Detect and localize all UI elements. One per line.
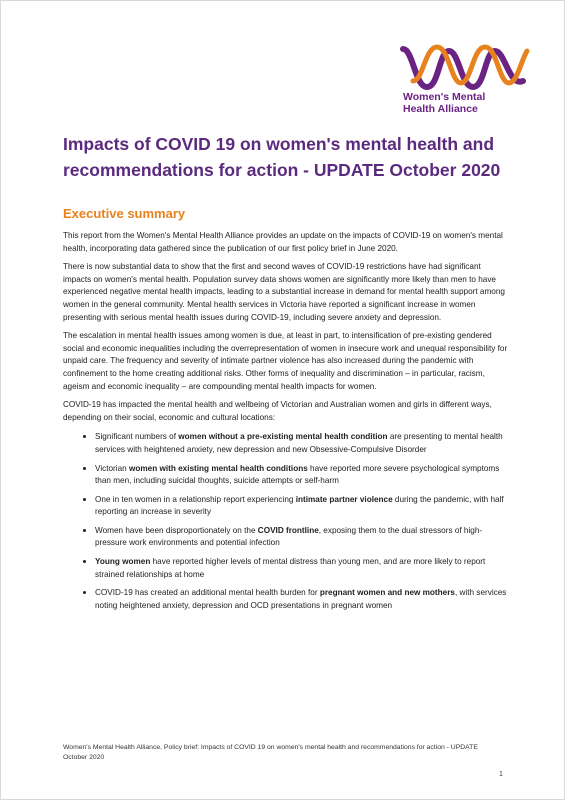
- alliance-logo: [399, 41, 535, 115]
- list-item: • Women have been disproportionately on the COVID frontline, exposing them to the dual stressors of high-pressure work environments and potential infection: [95, 524, 509, 550]
- logo-line-1: Women's Mental: [403, 91, 486, 103]
- paragraph-impacts-intro: COVID-19 has impacted the mental health and wellbeing of Victorian and Australian women and girls in different ways, depending on their social, economic and cultural locations:: [63, 400, 492, 422]
- page-footer: Women's Mental Health Alliance, Policy brief: Impacts of COVID 19 on women's mental health and recommendations for action - UPDATE October 2020: [63, 744, 478, 761]
- paragraph-intro: This report from the Women's Mental Health Alliance provides an update on the impacts of COVID-19 on women's mental health, incorporating data gathered since the publication of our first policy brief in June 2020.: [63, 231, 503, 253]
- list-item: • One in ten women in a relationship report experiencing intimate partner violence during the pandemic, with half reporting an increase in severity: [95, 493, 509, 519]
- document-title: Impacts of COVID 19 on women's mental health and recommendations for action - UPDATE October 2020: [63, 134, 501, 180]
- summary-body: [63, 230, 509, 617]
- list-item: • Young women have reported higher levels of mental distress than young men, and are more likely to report strained relationships at home: [95, 555, 509, 581]
- paragraph-survey-data: There is now substantial data to show that the first and second waves of COVID-19 restrictions have had significant impacts on women's mental health. Population survey data shows women are significantly more likely than men to have experienced negative mental health impacts, leading to a substantial increase in demand for mental health support among women in the general community. Mental health services in Victoria have reported a significant increase in women presenting with serious mental health issues during COVID-19, including severe anxiety and depression.: [63, 262, 505, 322]
- logo-line-2: Health Alliance: [403, 103, 478, 115]
- list-item: • Victorian women with existing mental health conditions have reported more severe psychological symptoms than men, including suicidal thoughts, suicide attempts or self-harm: [95, 462, 509, 488]
- impact-bullet-list: [63, 430, 509, 612]
- logo-wave-icon: [399, 41, 531, 91]
- page-number: 1: [499, 771, 503, 778]
- list-item: • Significant numbers of women without a pre-existing mental health condition are presenting to mental health services with heightened anxiety, new depression and new Obsessive-Compulsive Disorder: [95, 430, 509, 456]
- paragraph-inequality: The escalation in mental health issues among women is due, at least in part, to intensification of pre-existing gendered social and economic inequalities including the overrepresentation of women in insecure work and unequal responsibility for unpaid care. The frequency and severity of intimate partner violence has also increased during the pandemic with confinement to the home creating additional risks. Other forms of inequality and discrimination – in particular, racism, ageism and economic inequality – are compounding mental health impacts for women.: [63, 331, 508, 391]
- executive-summary-heading: Executive summary: [63, 206, 186, 221]
- list-item: • COVID-19 has created an additional mental health burden for pregnant women and new mothers, with services noting heightened anxiety, depression and OCD presentations in pregnant women: [95, 586, 509, 612]
